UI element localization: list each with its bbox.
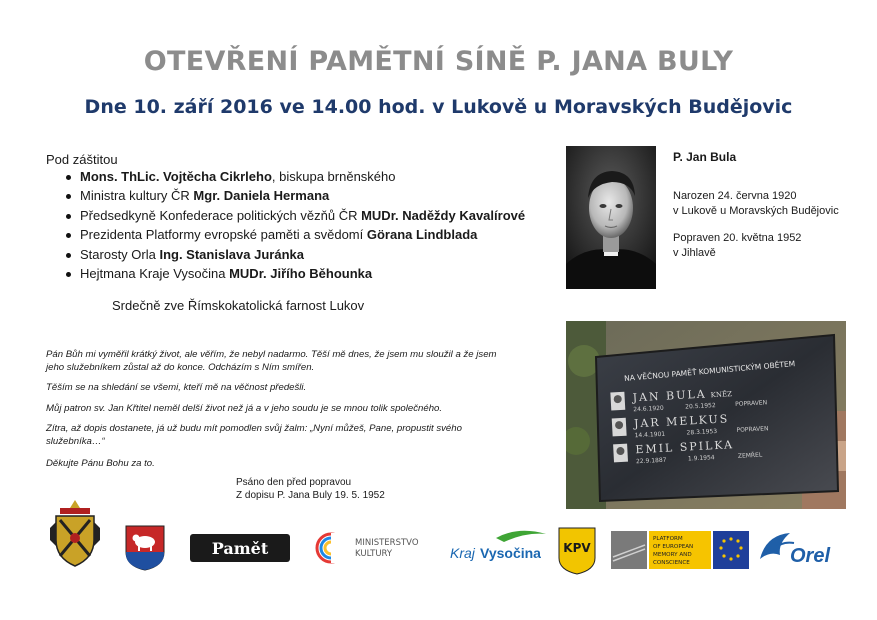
pamet-logo-text: Pamět	[211, 539, 269, 558]
kpv-logo	[557, 526, 597, 576]
platform-logo-line2: OF EUROPEAN	[653, 544, 694, 550]
memorial-plaque-photo	[566, 321, 846, 509]
plaque-fate-1: POPRAVEN	[734, 399, 768, 408]
plaque-fate-3: ZEMŘEL	[737, 451, 763, 460]
patronage-heading: Pod záštitou	[46, 152, 118, 167]
quote-paragraph-5: Děkujte Pánu Bohu za to.	[46, 458, 155, 469]
kraj-vysocina-logo	[448, 528, 552, 566]
quote-paragraph-1: Pán Bůh mi vyměřil krátký život, ale věřím, že nebyl nadarmo. Těší mě dnes, že jsem mu sloužil a že jsem jeho služebníkem zůstal až do konce. Odcházím s Ním smířen.	[46, 349, 497, 373]
patron-item-bishop: Mons. ThLic. Vojtěcha Cikrleho, biskupa brněnského	[60, 167, 525, 186]
patron-item-orel: Starosty Orla Ing. Stanislava Juránka	[60, 245, 525, 264]
plaque-name-2: JAR MELKUS	[633, 412, 730, 431]
plaque-born-3: 22.9.1887	[635, 456, 667, 466]
plaque-died-2: 28.3.1953	[686, 427, 718, 437]
patron-item-platform: Prezidenta Platformy evropské paměti a svědomí Görana Lindblada	[60, 225, 525, 244]
patron-list	[60, 167, 525, 283]
bio-executed: Popraven 20. května 1952 v Jihlavě	[673, 232, 802, 259]
bio-born: Narozen 24. června 1920 v Lukově u Moravských Budějovic	[673, 190, 839, 217]
plaque-fate-2: POPRAVEN	[736, 425, 769, 434]
orel-logo-text: Orel	[790, 545, 831, 567]
kraj-logo-prefix: Kraj	[450, 545, 475, 561]
ministry-logo-line1: MINISTERSTVO	[355, 538, 419, 548]
quote-paragraph-2: Těším se na shledání se všemi, kteří mě na věčnost předešli.	[46, 382, 307, 393]
event-date-subtitle: Dne 10. září 2016 ve 14.00 hod. v Lukově u Moravských Budějovic	[84, 96, 793, 118]
patron-item-governor: Hejtmana Kraje Vysočina MUDr. Jiřího Běhounka	[60, 264, 525, 283]
plaque-name-3: EMIL SPILKA	[635, 438, 735, 457]
plaque-died-3: 1.9.1954	[687, 454, 715, 463]
plaque-role-1: KNĚZ	[710, 390, 733, 400]
ministry-of-culture-logo	[313, 527, 443, 571]
portrait-photo	[566, 146, 656, 289]
platform-logo-line4: CONSCIENCE	[653, 560, 690, 566]
plaque-name-1: JAN BULA	[632, 387, 707, 405]
bio-name: P. Jan Bula	[673, 150, 737, 164]
plaque-header: NA VĚČNOU PAMĚŤ KOMUNISTICKÝM OBĚTEM	[623, 359, 796, 384]
platform-logo-line1: PLATFORM	[653, 536, 683, 542]
page-title: OTEVŘENÍ PAMĚTNÍ SÍNĚ P. JANA BULY	[143, 46, 734, 77]
invitation-text: Srdečně zve Římskokatolická farnost Lukov	[112, 298, 365, 313]
plaque-born-2: 14.4.1901	[634, 430, 666, 440]
kpv-logo-text: KPV	[563, 541, 591, 555]
patron-item-minister: Ministra kultury ČR Mgr. Daniela Hermana	[60, 186, 525, 205]
orel-logo	[756, 529, 850, 569]
quote-paragraph-3: Můj patron sv. Jan Křtitel neměl delší život než já a v jeho soudu je se mnou tolik společného.	[46, 403, 443, 414]
platform-memory-conscience-logo	[611, 531, 749, 569]
ministry-logo-line2: KULTURY	[355, 549, 393, 559]
kraj-logo-name: Vysočina	[480, 545, 541, 561]
plaque-died-1: 20.5.1952	[685, 401, 716, 411]
pamet-logo	[190, 534, 290, 562]
lukov-coat-of-arms-logo	[124, 524, 166, 572]
quote-paragraph-4: Zítra, až dopis dostanete, já už budu mít pomodlen svůj žalm: „Nyní můžeš, Pane, propustit svého služebníka…“	[46, 423, 462, 447]
quote-signature: Psáno den před popravou Z dopisu P. Jana Buly 19. 5. 1952	[236, 477, 385, 501]
patron-item-confederation: Předsedkyně Konfederace politických vězňů ČR MUDr. Naděždy Kavalírové	[60, 206, 525, 225]
diocese-coat-of-arms-logo	[46, 498, 104, 570]
platform-logo-line3: MEMORY AND	[653, 552, 692, 558]
plaque-born-1: 24.6.1920	[633, 404, 664, 414]
